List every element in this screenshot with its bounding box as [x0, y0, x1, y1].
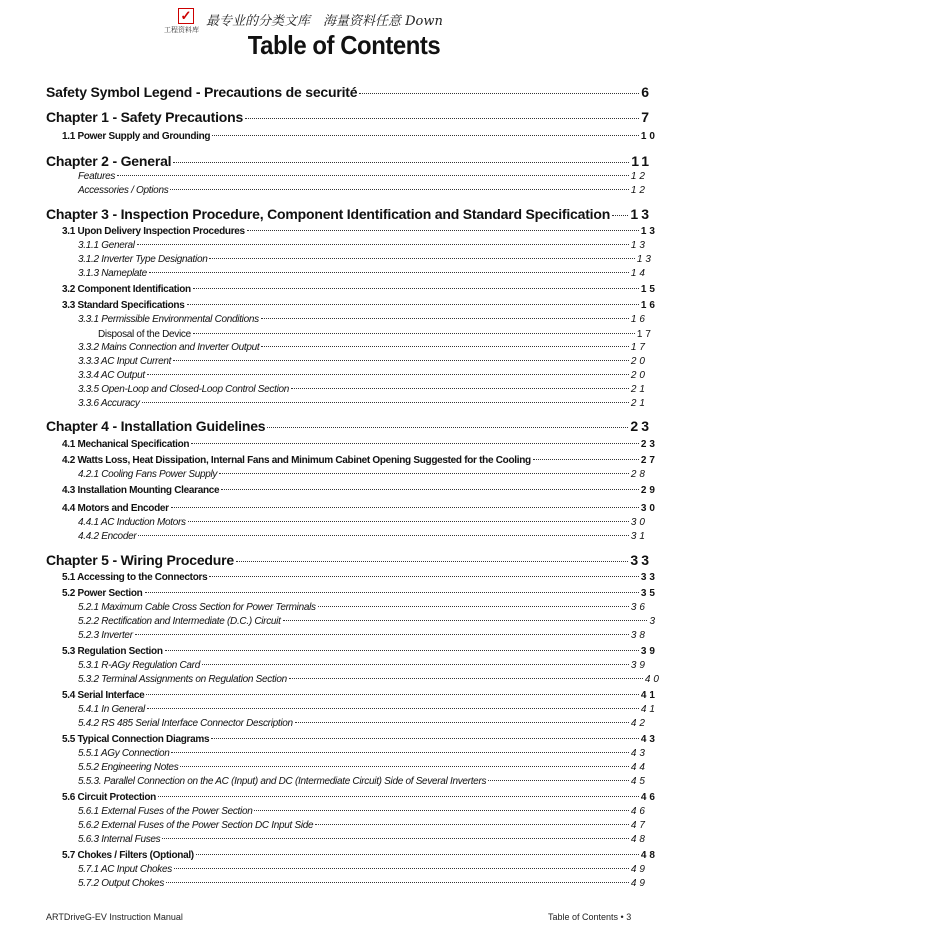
toc-entry-label: 4.3 Installation Mounting Clearance [62, 485, 220, 496]
toc-entry-label: 1.1 Power Supply and Grounding [62, 131, 211, 142]
toc-page-number: 30 [640, 503, 658, 514]
toc-subsection-entry[interactable] [78, 660, 648, 671]
toc-section-entry[interactable] [62, 572, 658, 583]
toc-entry-label: 4.2 Watts Loss, Heat Dissipation, Internal Fans and Minimum Cabinet Opening Suggested for the Cooling [62, 455, 531, 466]
toc-entry-label: 5.6.2 External Fuses of the Power Section DC Input Side [78, 820, 314, 831]
toc-subsection-entry[interactable] [78, 674, 662, 685]
toc-entry-label: 5.3.1 R-AGy Regulation Card [78, 660, 200, 671]
toc-entry-label: 5.3.2 Terminal Assignments on Regulation Section [78, 674, 287, 685]
toc-subsection-entry[interactable] [78, 776, 648, 787]
toc-leader-dots [295, 722, 629, 723]
toc-section-entry[interactable] [62, 439, 658, 450]
logo-text: 最专业的分类文库 海量资料任意 Down [206, 14, 443, 29]
toc-chapter-entry[interactable] [46, 153, 652, 169]
toc-entry-label: 5.6 Circuit Protection [62, 792, 156, 803]
toc-leader-dots [147, 708, 639, 709]
toc-leader-dots [193, 333, 635, 334]
toc-subsection-entry[interactable] [78, 469, 648, 480]
toc-page-number: 20 [630, 356, 648, 367]
toc-entry-label: 5.7.1 AC Input Chokes [78, 864, 172, 875]
toc-entry-label: 4.4.2 Encoder [78, 531, 137, 542]
toc-subsection-entry[interactable] [78, 718, 648, 729]
toc-leader-dots [289, 678, 643, 679]
toc-page-number: 49 [630, 878, 648, 889]
toc-leader-dots [211, 738, 639, 739]
toc-entry-label: 3.3.4 AC Output [78, 370, 145, 381]
toc-subsection-entry[interactable] [78, 342, 648, 353]
toc-page-number: 44 [630, 762, 648, 773]
toc-page-number: 48 [630, 834, 648, 845]
toc-leader-dots [283, 620, 648, 621]
toc-leader-dots [137, 244, 629, 245]
toc-section-entry[interactable] [62, 485, 658, 496]
toc-page-number: 3 [649, 616, 658, 627]
toc-entry-label: 3.1.1 General [78, 240, 135, 251]
toc-leader-dots [267, 427, 628, 428]
toc-leader-dots [188, 521, 629, 522]
toc-entry-label: 4.4.1 AC Induction Motors [78, 517, 186, 528]
toc-page-number: 35 [640, 588, 658, 599]
toc-section-entry[interactable] [62, 284, 658, 295]
toc-entry-label: 3.3.2 Mains Connection and Inverter Output [78, 342, 260, 353]
checkmark-icon: ✓ [178, 8, 194, 24]
toc-section-entry[interactable] [62, 646, 658, 657]
toc-subsection-entry[interactable] [78, 834, 648, 845]
toc-page-number: 12 [630, 185, 648, 196]
toc-page-number: 23 [640, 439, 658, 450]
toc-entry-label: 3.1 Upon Delivery Inspection Procedures [62, 226, 245, 237]
toc-entry-label: 5.4 Serial Interface [62, 690, 145, 701]
toc-leader-dots [318, 606, 629, 607]
toc-entry-label: 3.1.2 Inverter Type Designation [78, 254, 208, 265]
toc-entry-label: 3.3 Standard Specifications [62, 300, 185, 311]
toc-entry-label: 5.5.1 AGy Connection [78, 748, 170, 759]
toc-leader-dots [209, 258, 634, 259]
toc-leader-dots [146, 694, 638, 695]
toc-page-number: 38 [630, 630, 648, 641]
toc-leader-dots [145, 592, 639, 593]
toc-subsection-entry[interactable] [78, 171, 648, 182]
toc-entry-label: 5.5 Typical Connection Diagrams [62, 734, 210, 745]
toc-subsection-entry[interactable] [78, 820, 648, 831]
toc-entry-label: 5.7.2 Output Chokes [78, 878, 165, 889]
toc-leader-dots [219, 473, 629, 474]
toc-subsection-entry[interactable] [78, 268, 648, 279]
toc-subsection-entry[interactable] [78, 864, 648, 875]
toc-page-number: 20 [630, 370, 648, 381]
toc-page-number: 47 [630, 820, 648, 831]
footer-page-label: Table of Contents • 3 [548, 912, 632, 922]
toc-subsection-entry[interactable] [78, 704, 658, 715]
toc-page-number: 6 [641, 84, 652, 100]
toc-leader-dots [191, 443, 639, 444]
toc-subsection-entry[interactable] [98, 329, 654, 340]
toc-leader-dots [196, 854, 639, 855]
logo-subtitle: 工程资料库 [164, 26, 199, 34]
toc-page-number: 23 [630, 418, 652, 434]
toc-page-number: 33 [630, 552, 652, 568]
toc-page-number: 21 [630, 384, 648, 395]
toc-entry-label: 5.6.1 External Fuses of the Power Section [78, 806, 253, 817]
toc-entry-label: 3.3.5 Open-Loop and Closed-Loop Control Section [78, 384, 290, 395]
toc-subsection-entry[interactable] [78, 254, 654, 265]
toc-page-number: 42 [630, 718, 648, 729]
toc-subsection-entry[interactable] [78, 240, 648, 251]
toc-leader-dots [138, 535, 629, 536]
toc-entry-label: 5.3 Regulation Section [62, 646, 163, 657]
toc-leader-dots [291, 388, 629, 389]
toc-section-entry[interactable] [62, 690, 658, 701]
toc-page-number: 39 [640, 646, 658, 657]
toc-page-number: 14 [630, 268, 648, 279]
toc-page-number: 36 [630, 602, 648, 613]
toc-leader-dots [187, 304, 639, 305]
toc-page-number: 12 [630, 171, 648, 182]
toc-entry-label: 5.2.3 Inverter [78, 630, 133, 641]
toc-leader-dots [135, 634, 629, 635]
toc-leader-dots [147, 374, 629, 375]
toc-subsection-entry[interactable] [78, 878, 648, 889]
toc-leader-dots [221, 489, 639, 490]
toc-leader-dots [142, 402, 629, 403]
toc-chapter-entry[interactable] [46, 109, 652, 125]
toc-entry-label: 4.1 Mechanical Specification [62, 439, 190, 450]
toc-leader-dots [171, 507, 639, 508]
toc-entry-label: Features [78, 171, 116, 182]
toc-entry-label: 5.6.3 Internal Fuses [78, 834, 161, 845]
toc-chapter-entry[interactable] [46, 552, 652, 568]
toc-leader-dots [212, 135, 639, 136]
toc-entry-label: Safety Symbol Legend - Precautions de securité [46, 84, 358, 100]
toc-page-number: 49 [630, 864, 648, 875]
toc-entry-label: Accessories / Options [78, 185, 169, 196]
toc-subsection-entry[interactable] [78, 748, 648, 759]
footer-manual-name: ARTDriveG-EV Instruction Manual [46, 912, 183, 922]
toc-subsection-entry[interactable] [78, 602, 648, 613]
toc-chapter-entry[interactable] [46, 206, 652, 222]
toc-leader-dots [261, 318, 629, 319]
toc-leader-dots [173, 360, 629, 361]
toc-page-number: 17 [630, 342, 648, 353]
toc-page-number: 30 [630, 517, 648, 528]
toc-section-entry[interactable] [62, 734, 658, 745]
toc-subsection-entry[interactable] [78, 356, 648, 367]
toc-page-number: 46 [630, 806, 648, 817]
toc-page-number: 29 [640, 485, 658, 496]
toc-page-number: 13 [630, 240, 648, 251]
toc-section-entry[interactable] [62, 792, 658, 803]
toc-leader-dots [261, 346, 628, 347]
toc-leader-dots [202, 664, 629, 665]
toc-entry-label: 4.2.1 Cooling Fans Power Supply [78, 469, 218, 480]
toc-entry-label: 3.3.6 Accuracy [78, 398, 140, 409]
toc-entry-label: 5.1 Accessing to the Connectors [62, 572, 208, 583]
toc-page-number: 41 [640, 704, 658, 715]
toc-chapter-entry[interactable] [46, 418, 652, 434]
toc-subsection-entry[interactable] [78, 616, 658, 627]
toc-entry-label: 5.4.2 RS 485 Serial Interface Connector Description [78, 718, 293, 729]
toc-page-number: 13 [640, 226, 658, 237]
toc-leader-dots [612, 215, 628, 216]
toc-entry-label: Disposal of the Device [98, 329, 191, 340]
toc-leader-dots [162, 838, 628, 839]
toc-entry-label: 3.3.1 Permissible Environmental Conditions [78, 314, 259, 325]
toc-subsection-entry[interactable] [78, 384, 648, 395]
toc-page-number: 41 [640, 690, 658, 701]
toc-section-entry[interactable] [62, 226, 658, 237]
toc-page-number: 11 [631, 153, 652, 169]
toc-page-number: 7 [641, 109, 652, 125]
toc-entry-label: 3.2 Component Identification [62, 284, 191, 295]
toc-page-number: 15 [640, 284, 658, 295]
toc-section-entry[interactable] [62, 588, 658, 599]
toc-page-number: 46 [640, 792, 658, 803]
page-title: Table of Contents [247, 30, 441, 60]
toc-page-number: 28 [630, 469, 648, 480]
toc-entry-label: Chapter 2 - General [46, 153, 172, 169]
toc-page-number: 43 [630, 748, 648, 759]
toc-section-entry[interactable] [62, 300, 658, 311]
toc-entry-label: 5.5.3. Parallel Connection on the AC (Input) and DC (Intermediate Circuit) Side of Several Inverters [78, 776, 487, 787]
toc-leader-dots [533, 459, 639, 460]
toc-leader-dots [254, 810, 628, 811]
toc-page-number: 31 [630, 531, 648, 542]
toc-leader-dots [174, 868, 629, 869]
toc-leader-dots [236, 561, 628, 562]
toc-page-number: 27 [640, 455, 658, 466]
toc-leader-dots [180, 766, 628, 767]
toc-page-number: 17 [636, 329, 654, 340]
toc-entry-label: 5.2.2 Rectification and Intermediate (D.C.) Circuit [78, 616, 281, 627]
toc-leader-dots [488, 780, 629, 781]
toc-leader-dots [173, 162, 629, 163]
toc-leader-dots [170, 189, 628, 190]
toc-section-entry[interactable] [62, 850, 658, 861]
toc-entry-label: Chapter 5 - Wiring Procedure [46, 552, 234, 568]
toc-leader-dots [359, 93, 639, 94]
toc-leader-dots [171, 752, 628, 753]
toc-entry-label: Chapter 1 - Safety Precautions [46, 109, 244, 125]
toc-page-number: 45 [630, 776, 648, 787]
toc-subsection-entry[interactable] [78, 762, 648, 773]
toc-subsection-entry[interactable] [78, 185, 648, 196]
toc-entry-label: Chapter 3 - Inspection Procedure, Component Identification and Standard Specification [46, 206, 611, 222]
toc-section-entry[interactable] [62, 455, 658, 466]
toc-leader-dots [158, 796, 639, 797]
toc-page-number: 13 [630, 206, 652, 222]
toc-leader-dots [165, 650, 639, 651]
toc-page-number: 33 [640, 572, 658, 583]
toc-leader-dots [209, 576, 639, 577]
toc-entry-label: Chapter 4 - Installation Guidelines [46, 418, 266, 434]
toc-entry-label: 5.4.1 In General [78, 704, 145, 715]
toc-leader-dots [166, 882, 629, 883]
toc-page-number: 16 [630, 314, 648, 325]
toc-leader-dots [245, 118, 639, 119]
toc-page-number: 48 [640, 850, 658, 861]
toc-leader-dots [315, 824, 629, 825]
toc-entry-label: 4.4 Motors and Encoder [62, 503, 169, 514]
toc-leader-dots [149, 272, 629, 273]
toc-chapter-entry[interactable] [46, 84, 652, 100]
toc-subsection-entry[interactable] [78, 517, 648, 528]
toc-page-number: 21 [630, 398, 648, 409]
toc-entry-label: 3.3.3 AC Input Current [78, 356, 172, 367]
toc-entry-label: 5.2.1 Maximum Cable Cross Section for Power Terminals [78, 602, 316, 613]
toc-page-number: 40 [644, 674, 662, 685]
toc-subsection-entry[interactable] [78, 531, 648, 542]
toc-entry-label: 3.1.3 Nameplate [78, 268, 147, 279]
toc-subsection-entry[interactable] [78, 398, 648, 409]
toc-entry-label: 5.5.2 Engineering Notes [78, 762, 179, 773]
toc-leader-dots [247, 230, 639, 231]
toc-section-entry[interactable] [62, 131, 658, 142]
toc-leader-dots [117, 175, 629, 176]
toc-subsection-entry[interactable] [78, 314, 648, 325]
toc-page-number: 13 [636, 254, 654, 265]
toc-subsection-entry[interactable] [78, 630, 648, 641]
toc-subsection-entry[interactable] [78, 370, 648, 381]
toc-page-number: 16 [640, 300, 658, 311]
toc-page-number: 39 [630, 660, 648, 671]
toc-page-number: 43 [640, 734, 658, 745]
toc-entry-label: 5.7 Chokes / Filters (Optional) [62, 850, 194, 861]
toc-page-number: 10 [640, 131, 658, 142]
toc-entry-label: 5.2 Power Section [62, 588, 143, 599]
toc-subsection-entry[interactable] [78, 806, 648, 817]
toc-leader-dots [193, 288, 639, 289]
toc-section-entry[interactable] [62, 503, 658, 514]
